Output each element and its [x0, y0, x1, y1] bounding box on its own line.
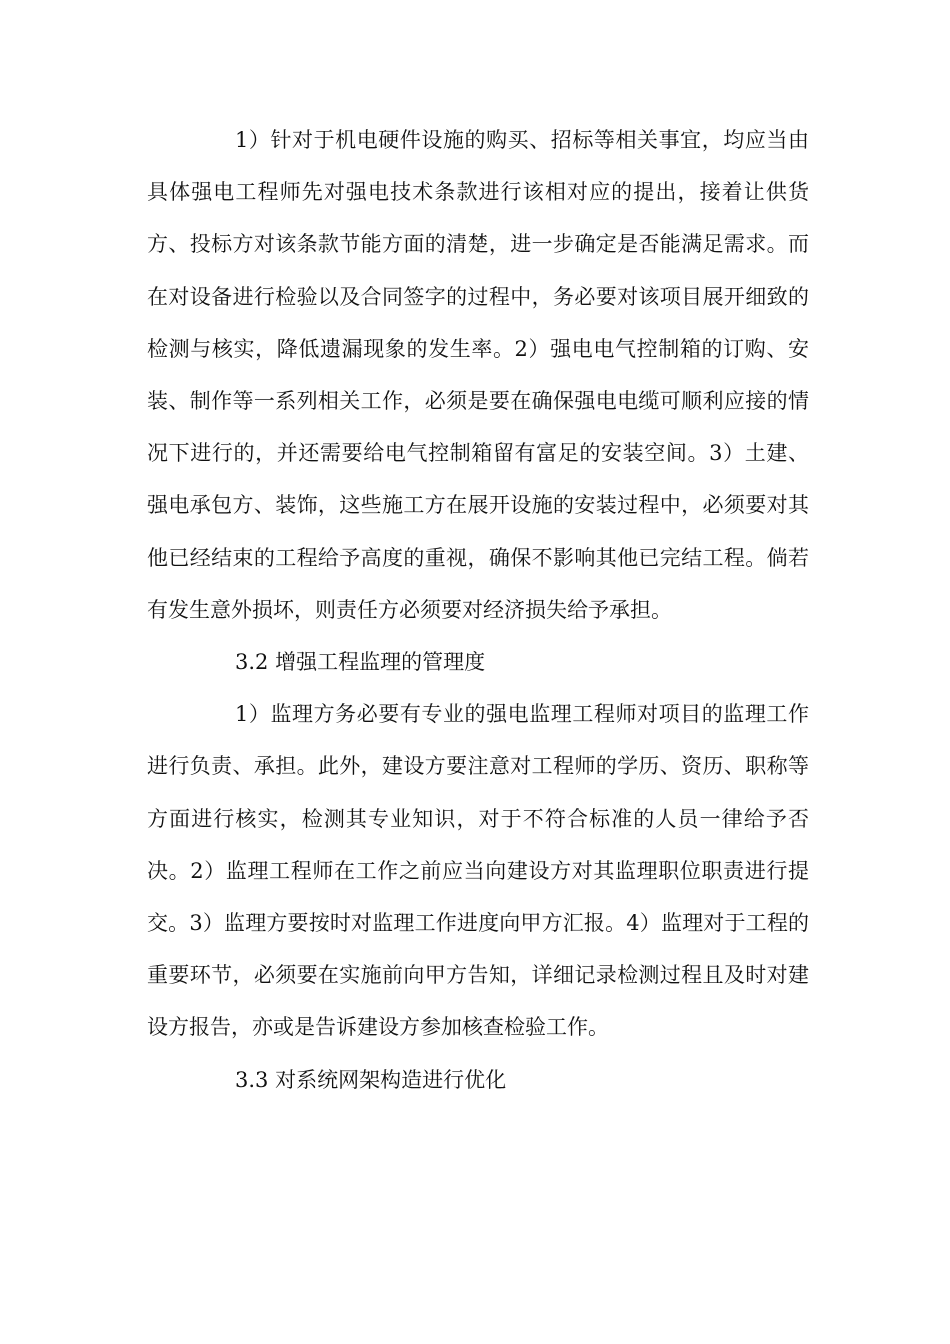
body-paragraph-1: 1）针对于机电硬件设施的购买、招标等相关事宜，均应当由具体强电工程师先对强电技术条款进行该相对应的提出，接着让供货方、投标方对该条款节能方面的清楚，进一步确定是否能满足需求。而在对设备进行检验以及合同签字的过程中，务必要对该项目展开细致的检测与核实，降低遗漏现象的发生率。2）强电电气控制箱的订购、安装、制作等一系列相关工作，必须是要在确保强电电缆可顺利应接的情况下进行的，并还需要给电气控制箱留有富足的安装空间。3）土建、强电承包方、装饰，这些施工方在展开设施的安装过程中，必须要对其他已经结束的工程给予高度的重视，确保不影响其他已完结工程。倘若有发生意外损坏，则责任方必须要对经济损失给予承担。 — [147, 128, 809, 622]
document-body — [147, 114, 809, 1106]
section-heading-3-2: 3.2 增强工程监理的管理度 — [235, 650, 486, 675]
section-heading-3-3: 3.3 对系统网架构造进行优化 — [235, 1067, 507, 1092]
body-paragraph-2: 1）监理方务必要有专业的强电监理工程师对项目的监理工作进行负责、承担。此外，建设方要注意对工程师的学历、资历、职称等方面进行核实，检测其专业知识，对于不符合标准的人员一律给予否决。2）监理工程师在工作之前应当向建设方对其监理职位职责进行提交。3）监理方要按时对监理工作进度向甲方汇报。4）监理对于工程的重要环节，必须要在实施前向甲方告知，详细记录检测过程且及时对建设方报告，亦或是告诉建设方参加核查检验工作。 — [147, 702, 809, 1040]
